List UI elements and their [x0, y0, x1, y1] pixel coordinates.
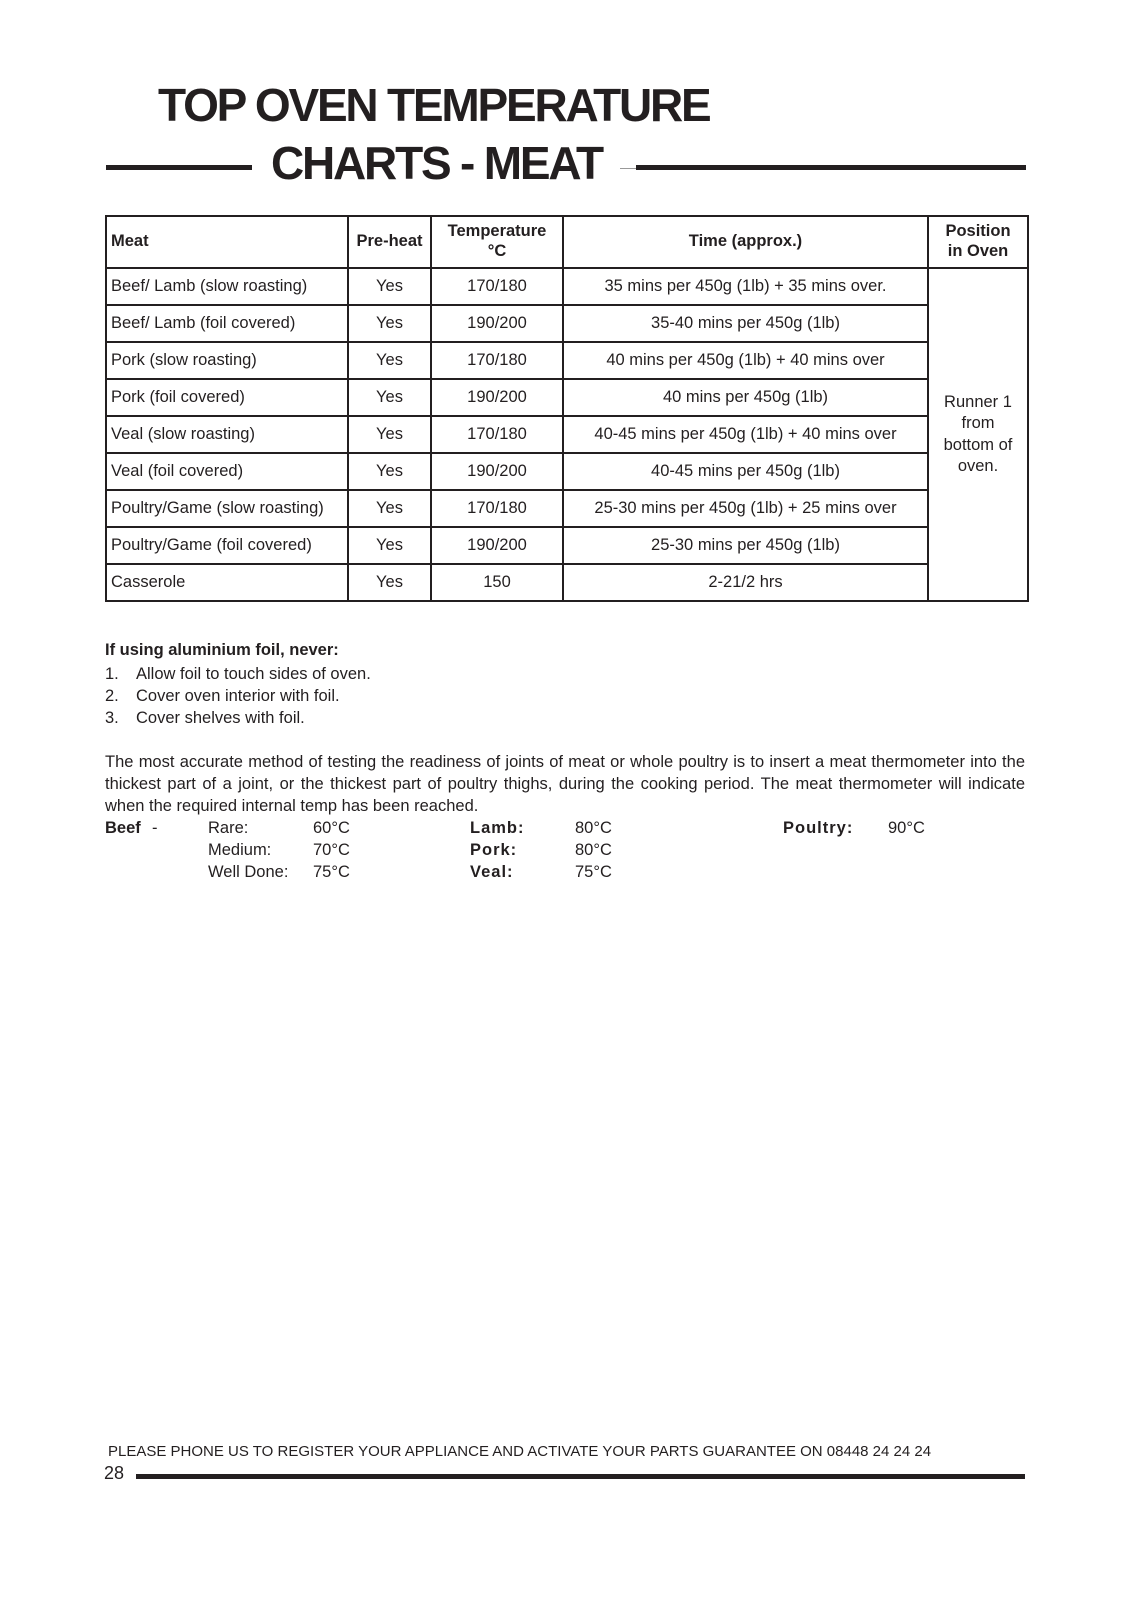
- list-item: [105, 663, 371, 685]
- foil-warning-list: [105, 663, 371, 729]
- header-temperature: [431, 216, 563, 268]
- lamb-label: Lamb:: [470, 819, 525, 837]
- page-number: 28: [104, 1463, 125, 1483]
- page-title-line1: TOP OVEN TEMPERATURE: [158, 79, 710, 131]
- poultry-label: Poultry:: [783, 819, 854, 837]
- temperature-cell: 170/180: [431, 268, 563, 305]
- time-cell: 35 mins per 450g (1lb) + 35 mins over.: [563, 268, 928, 305]
- table-row: [106, 305, 1028, 342]
- table-header-row: [106, 216, 1028, 268]
- header-meat: Meat: [106, 216, 348, 268]
- beef-well-done-value: 75°C: [313, 863, 350, 881]
- temperature-cell: 190/200: [431, 453, 563, 490]
- position-line2: from: [961, 414, 995, 433]
- meat-cell: Pork (foil covered): [106, 379, 348, 416]
- time-cell: 40-45 mins per 450g (1lb) + 40 mins over: [563, 416, 928, 453]
- veal-value: 75°C: [575, 863, 612, 881]
- temperature-cell: 190/200: [431, 527, 563, 564]
- pork-value: 80°C: [575, 841, 612, 859]
- time-cell: 25-30 mins per 450g (1lb) + 25 mins over: [563, 490, 928, 527]
- table-row: [106, 342, 1028, 379]
- title-rule-left: [106, 165, 252, 170]
- list-item: [105, 707, 371, 729]
- list-item-number: 1.: [105, 665, 119, 683]
- header-time: Time (approx.): [563, 216, 928, 268]
- poultry-value: 90°C: [888, 819, 925, 837]
- title-rule-right: [636, 165, 1026, 170]
- temperature-cell: 190/200: [431, 379, 563, 416]
- list-item-text: Cover shelves with foil.: [136, 709, 305, 727]
- header-temperature-unit: °C: [487, 242, 507, 260]
- table-row: [106, 453, 1028, 490]
- table-row: [106, 416, 1028, 453]
- header-position-line2: in Oven: [947, 242, 1009, 260]
- time-cell: 35-40 mins per 450g (1lb): [563, 305, 928, 342]
- header-position-line1: Position: [945, 222, 1011, 241]
- meat-cell: Poultry/Game (slow roasting): [106, 490, 348, 527]
- meat-cell: Beef/ Lamb (slow roasting): [106, 268, 348, 305]
- temperature-cell: 170/180: [431, 342, 563, 379]
- meat-cell: Casserole: [106, 564, 348, 601]
- temperature-chart-table: [105, 215, 1029, 602]
- list-item-text: Allow foil to touch sides of oven.: [136, 665, 371, 683]
- beef-label: Beef: [105, 819, 141, 837]
- beef-rare-value: 60°C: [313, 819, 350, 837]
- pork-label: Pork:: [470, 841, 518, 859]
- thermometer-paragraph: The most accurate method of testing the readiness of joints of meat or whole poultry is to insert a meat thermometer into the thickest part of a joint, or the thickest part of poultry thighs, during the cooking period. The meat thermometer will indicate when the required internal temp has been reached.: [105, 753, 1025, 815]
- preheat-cell: Yes: [348, 490, 431, 527]
- table-row: [106, 268, 1028, 305]
- footer-rule: [136, 1474, 1025, 1479]
- header-preheat: Pre-heat: [348, 216, 431, 268]
- beef-medium-label: Medium:: [208, 841, 272, 859]
- list-item-text: Cover oven interior with foil.: [136, 687, 340, 705]
- veal-label: Veal:: [470, 863, 514, 881]
- time-cell: 40-45 mins per 450g (1lb): [563, 453, 928, 490]
- preheat-cell: Yes: [348, 305, 431, 342]
- beef-dash: -: [152, 819, 158, 837]
- table-row: [106, 379, 1028, 416]
- position-line4: oven.: [957, 456, 999, 475]
- meat-cell: Poultry/Game (foil covered): [106, 527, 348, 564]
- header-position: [928, 216, 1028, 268]
- list-item: [105, 685, 371, 707]
- temperature-cell: 170/180: [431, 490, 563, 527]
- beef-medium-value: 70°C: [313, 841, 350, 859]
- foil-warning-heading: If using aluminium foil, never:: [105, 641, 339, 659]
- lamb-value: 80°C: [575, 819, 612, 837]
- preheat-cell: Yes: [348, 342, 431, 379]
- page-title-line2: CHARTS - MEAT: [271, 137, 602, 189]
- time-cell: 2-21/2 hrs: [563, 564, 928, 601]
- table-row: [106, 527, 1028, 564]
- temperature-cell: 190/200: [431, 305, 563, 342]
- time-cell: 40 mins per 450g (1lb) + 40 mins over: [563, 342, 928, 379]
- temperature-cell: 150: [431, 564, 563, 601]
- preheat-cell: Yes: [348, 379, 431, 416]
- beef-rare-label: Rare:: [208, 819, 249, 837]
- list-item-number: 3.: [105, 709, 119, 727]
- preheat-cell: Yes: [348, 453, 431, 490]
- preheat-cell: Yes: [348, 527, 431, 564]
- preheat-cell: Yes: [348, 416, 431, 453]
- preheat-cell: Yes: [348, 268, 431, 305]
- header-temperature-label: Temperature: [447, 222, 547, 241]
- table-row: [106, 490, 1028, 527]
- time-cell: 25-30 mins per 450g (1lb): [563, 527, 928, 564]
- position-line1: Runner 1: [944, 392, 1012, 411]
- table-row: [106, 564, 1028, 601]
- meat-cell: Veal (slow roasting): [106, 416, 348, 453]
- temperature-cell: 170/180: [431, 416, 563, 453]
- list-item-number: 2.: [105, 687, 119, 705]
- beef-well-done-label: Well Done:: [208, 863, 289, 881]
- position-line3: bottom of: [943, 435, 1013, 454]
- time-cell: 40 mins per 450g (1lb): [563, 379, 928, 416]
- meat-cell: Pork (slow roasting): [106, 342, 348, 379]
- meat-cell: Veal (foil covered): [106, 453, 348, 490]
- position-cell: [928, 268, 1028, 601]
- meat-cell: Beef/ Lamb (foil covered): [106, 305, 348, 342]
- footer-notice: PLEASE PHONE US TO REGISTER YOUR APPLIANCE AND ACTIVATE YOUR PARTS GUARANTEE ON 08448 24 24 24: [108, 1443, 932, 1460]
- preheat-cell: Yes: [348, 564, 431, 601]
